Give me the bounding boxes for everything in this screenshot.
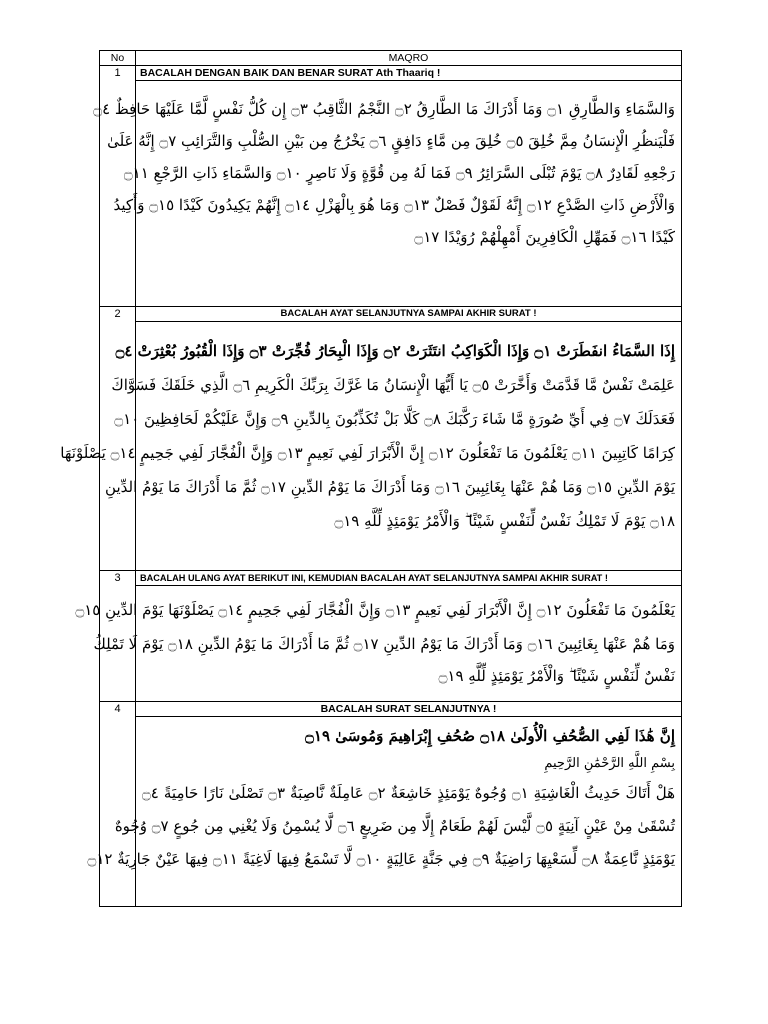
arabic-line: هَلْ أَتَاكَ حَدِيثُ الْغَاشِيَةِ ۝١ وُجُوهٌ يَوْمَئِذٍ خَاشِعَةٌ ۝٢ عَامِلَةٌ نَّاصِبَةٌ ۝٣ تَصْلَىٰ نَارًا حَامِيَةً ۝٤ bbox=[142, 784, 676, 802]
row-number: 1 bbox=[100, 66, 136, 307]
header-no: No bbox=[100, 51, 136, 66]
instruction: BACALAH ULANG AYAT BERIKUT INI, KEMUDIAN BACALAH AYAT SELANJUTNYA SAMPAI AKHIR SURAT ! bbox=[136, 571, 681, 586]
arabic-line: يَوْمَئِذٍ نَّاعِمَةٌ ۝٨ لِّسَعْيِهَا رَاضِيَةٌ ۝٩ فِي جَنَّةٍ عَالِيَةٍ ۝١٠ لَّا تَسْمَعُ فِيهَا لَاغِيَةً ۝١١ فِيهَا عَيْنٌ جَارِيَةٌ ۝١٢ bbox=[87, 850, 675, 868]
arabic-text-block bbox=[93, 81, 681, 253]
arabic-line: كَيْدًا ۝١٦ فَمَهِّلِ الْكَافِرِينَ أَمْهِلْهُمْ رُوَيْدًا ۝١٧ bbox=[414, 228, 675, 246]
arabic-text-block bbox=[60, 322, 681, 538]
table-row bbox=[100, 66, 682, 307]
arabic-text-block bbox=[87, 717, 681, 876]
arabic-text-block bbox=[75, 586, 681, 691]
row-content bbox=[87, 702, 682, 907]
arabic-line: كِرَامًا كَاتِبِينَ ۝١١ يَعْلَمُونَ مَا تَفْعَلُونَ ۝١٢ إِنَّ الْأَبْرَارَ لَفِي نَعِيمٍ ۝١٣ وَإِنَّ الْفُجَّارَ لَفِي جَحِيمٍ ۝١٤ يَصْلَوْنَهَا bbox=[60, 444, 675, 462]
row-number: 3 bbox=[100, 571, 136, 702]
row-content bbox=[93, 66, 682, 307]
row-number: 4 bbox=[100, 702, 136, 907]
header-maqro: MAQRO bbox=[136, 51, 682, 66]
arabic-line: تُسْقَىٰ مِنْ عَيْنٍ آنِيَةٍ ۝٥ لَّيْسَ لَهُمْ طَعَامٌ إِلَّا مِن ضَرِيعٍ ۝٦ لَّا يُسْمِنُ وَلَا يُغْنِي مِن جُوعٍ ۝٧ وُجُوهٌ bbox=[114, 817, 675, 835]
arabic-line: فَعَدَلَكَ ۝٧ فِي أَيِّ صُورَةٍ مَّا شَاءَ رَكَّبَكَ ۝٨ كَلَّا بَلْ تُكَذِّبُونَ بِالدِّينِ ۝٩ وَإِنَّ عَلَيْكُمْ لَحَافِظِينَ ۝١٠ bbox=[114, 410, 675, 428]
arabic-line: وَالسَّمَاءِ وَالطَّارِقِ ۝١ وَمَا أَدْرَاكَ مَا الطَّارِقُ ۝٢ النَّجْمُ الثَّاقِبُ ۝٣ إِن كُلُّ نَفْسٍ لَّمَّا عَلَيْهَا حَافِظٌ ۝٤ bbox=[93, 100, 675, 118]
instruction: BACALAH DENGAN BAIK DAN BENAR SURAT Ath Thaariq ! bbox=[136, 66, 681, 81]
instruction: BACALAH AYAT SELANJUTNYA SAMPAI AKHIR SURAT ! bbox=[136, 307, 681, 322]
table-row bbox=[100, 702, 682, 907]
arabic-line: فَلْيَنظُرِ الْإِنسَانُ مِمَّ خُلِقَ ۝٥ خُلِقَ مِن مَّاءٍ دَافِقٍ ۝٦ يَخْرُجُ مِن بَيْنِ الصُّلْبِ وَالتَّرَائِبِ ۝٧ إِنَّهُ عَلَىٰ bbox=[107, 132, 675, 150]
arabic-line: ۝١٨ يَوْمَ لَا تَمْلِكُ نَفْسٌ لِّنَفْسٍ شَيْئًا ۖ وَالْأَمْرُ يَوْمَئِذٍ لِّلَّهِ ۝١٩ bbox=[334, 512, 675, 530]
arabic-line: وَالْأَرْضِ ذَاتِ الصَّدْعِ ۝١٢ إِنَّهُ لَقَوْلٌ فَصْلٌ ۝١٣ وَمَا هُوَ بِالْهَزْلِ ۝١٤ إِنَّهُمْ يَكِيدُونَ كَيْدًا ۝١٥ وَأَكِيدُ bbox=[113, 196, 675, 214]
arabic-line: وَمَا هُمْ عَنْهَا بِغَائِبِينَ ۝١٦ وَمَا أَدْرَاكَ مَا يَوْمُ الدِّينِ ۝١٧ ثُمَّ مَا أَدْرَاكَ مَا يَوْمُ الدِّينِ ۝١٨ يَوْمَ لَا تَمْلِكُ bbox=[93, 635, 675, 653]
table-row bbox=[100, 307, 682, 571]
arabic-line: رَجْعِهِ لَقَادِرٌ ۝٨ يَوْمَ تُبْلَى السَّرَائِرُ ۝٩ فَمَا لَهُ مِن قُوَّةٍ وَلَا نَاصِرٍ ۝١٠ وَالسَّمَاءِ ذَاتِ الرَّجْعِ ۝١١ bbox=[123, 164, 675, 182]
arabic-line: إِذَا السَّمَاءُ انفَطَرَتْ ۝١ وَإِذَا الْكَوَاكِبُ انتَثَرَتْ ۝٢ وَإِذَا الْبِحَارُ فُجِّرَتْ ۝٣ وَإِذَا الْقُبُورُ بُعْثِرَتْ ۝٤ bbox=[115, 342, 675, 360]
row-content bbox=[60, 307, 682, 571]
arabic-line: إِنَّ هَٰذَا لَفِي الصُّحُفِ الْأُولَىٰ ۝١٨ صُحُفِ إِبْرَاهِيمَ وَمُوسَىٰ ۝١٩ bbox=[305, 727, 675, 745]
basmala: بِسْمِ اللَّهِ الرَّحْمَٰنِ الرَّحِيمِ bbox=[544, 756, 675, 771]
instruction: BACALAH SURAT SELANJUTNYA ! bbox=[136, 702, 681, 717]
row-number: 2 bbox=[100, 307, 136, 571]
arabic-line: نَفْسٌ لِّنَفْسٍ شَيْئًا ۖ وَالْأَمْرُ يَوْمَئِذٍ لِّلَّهِ ۝١٩ bbox=[438, 667, 675, 685]
arabic-line: عَلِمَتْ نَفْسٌ مَّا قَدَّمَتْ وَأَخَّرَتْ ۝٥ يَا أَيُّهَا الْإِنسَانُ مَا غَرَّكَ بِرَبِّكَ الْكَرِيمِ ۝٦ الَّذِي خَلَقَكَ فَسَوَّاكَ bbox=[111, 376, 675, 394]
table-row bbox=[100, 571, 682, 702]
arabic-line: يَعْلَمُونَ مَا تَفْعَلُونَ ۝١٢ إِنَّ الْأَبْرَارَ لَفِي نَعِيمٍ ۝١٣ وَإِنَّ الْفُجَّارَ لَفِي جَحِيمٍ ۝١٤ يَصْلَوْنَهَا يَوْمَ الدِّينِ ۝١٥ bbox=[75, 601, 675, 619]
arabic-line: يَوْمَ الدِّينِ ۝١٥ وَمَا هُمْ عَنْهَا بِغَائِبِينَ ۝١٦ وَمَا أَدْرَاكَ مَا يَوْمُ الدِّينِ ۝١٧ ثُمَّ مَا أَدْرَاكَ مَا يَوْمُ الدِّينِ bbox=[105, 478, 675, 496]
row-content bbox=[75, 571, 682, 702]
maqro-table bbox=[60, 50, 682, 907]
header-row bbox=[100, 51, 682, 66]
